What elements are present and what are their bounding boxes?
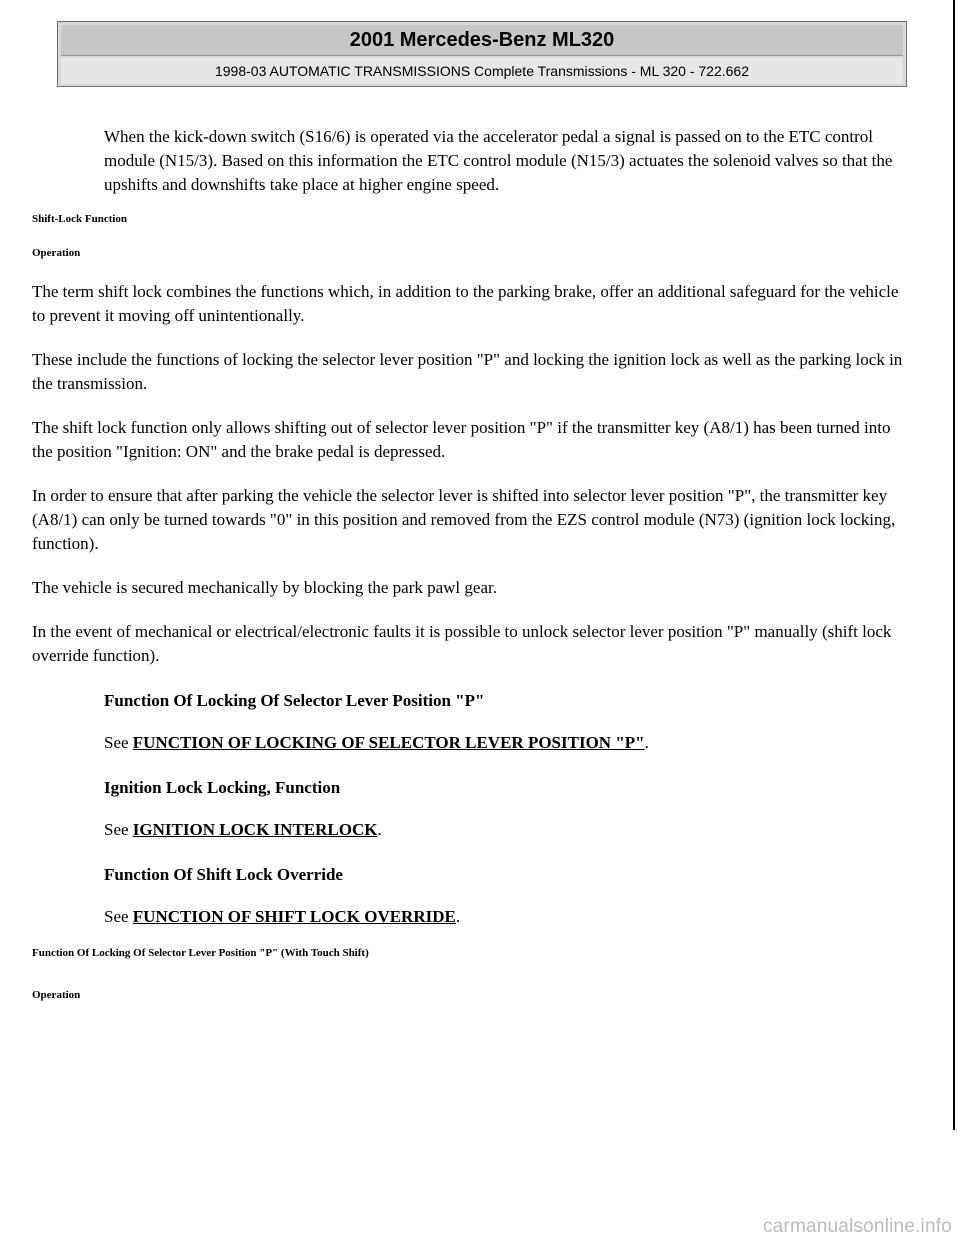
link-function-of-locking-selector-lever[interactable]: FUNCTION OF LOCKING OF SELECTOR LEVER POSITION "P"	[132, 733, 645, 752]
paragraph: In order to ensure that after parking the vehicle the selector lever is shifted into selector lever position "P", the transmitter key (A8/1) can only be turned towards "0" in this position and removed from the EZS control module (N73) (ignition lock locking, function).	[32, 486, 896, 553]
link-function-of-shift-lock-override[interactable]: FUNCTION OF SHIFT LOCK OVERRIDE	[132, 907, 456, 926]
subsection-heading-ignition-lock: Ignition Lock Locking, Function	[104, 778, 341, 797]
link-ignition-lock-interlock[interactable]: IGNITION LOCK INTERLOCK	[132, 820, 378, 839]
paragraph: The shift lock function only allows shifting out of selector lever position "P" if the transmitter key (A8/1) has been turned into the position "Ignition: ON" and the brake pedal is depressed.	[32, 418, 891, 461]
intro-paragraph: When the kick-down switch (S16/6) is operated via the accelerator pedal a signal is passed on to the ETC control module (N15/3). Based on this information the ETC control module (N15/3) actuates the solenoid valves so that the upshifts and downshifts take place at higher engine speed.	[104, 127, 893, 194]
subsection-heading-shift-lock-override: Function Of Shift Lock Override	[104, 865, 343, 884]
see-reference	[104, 731, 912, 755]
see-prefix: See	[104, 733, 133, 752]
section-heading-shift-lock: Shift-Lock Function	[32, 213, 128, 225]
document-body	[32, 125, 912, 1001]
see-prefix: See	[104, 907, 133, 926]
paragraph: The vehicle is secured mechanically by blocking the park pawl gear.	[32, 578, 497, 597]
header-title-band	[61, 25, 903, 56]
see-prefix: See	[104, 820, 133, 839]
watermark: carmanualsonline.info	[762, 1216, 952, 1237]
section-heading-touch-shift: Function Of Locking Of Selector Lever Position "P" (With Touch Shift)	[32, 947, 369, 959]
paragraph: The term shift lock combines the functions which, in addition to the parking brake, offer an additional safeguard for the vehicle to prevent it moving off unintentionally.	[32, 282, 899, 325]
see-suffix: .	[644, 733, 649, 752]
header-title: 2001 Mercedes-Benz ML320	[349, 28, 615, 51]
subsection-heading-locking-selector: Function Of Locking Of Selector Lever Position "P"	[104, 691, 485, 710]
paragraph: In the event of mechanical or electrical/electronic faults it is possible to unlock selector lever position "P" manually (shift lock override function).	[32, 622, 892, 665]
paragraph: These include the functions of locking the selector lever position "P" and locking the ignition lock as well as the parking lock in the transmission.	[32, 350, 903, 393]
page-right-border	[953, 0, 955, 1130]
see-suffix: .	[377, 820, 382, 839]
see-suffix: .	[455, 907, 461, 926]
operation-heading: Operation	[32, 989, 81, 1001]
header-subtitle: 1998-03 AUTOMATIC TRANSMISSIONS Complete Transmissions - ML 320 - 722.662	[214, 63, 750, 79]
see-reference	[104, 905, 912, 929]
operation-heading: Operation	[32, 247, 81, 259]
document-header	[57, 21, 907, 87]
header-subtitle-band	[61, 58, 903, 84]
see-reference	[104, 818, 912, 842]
